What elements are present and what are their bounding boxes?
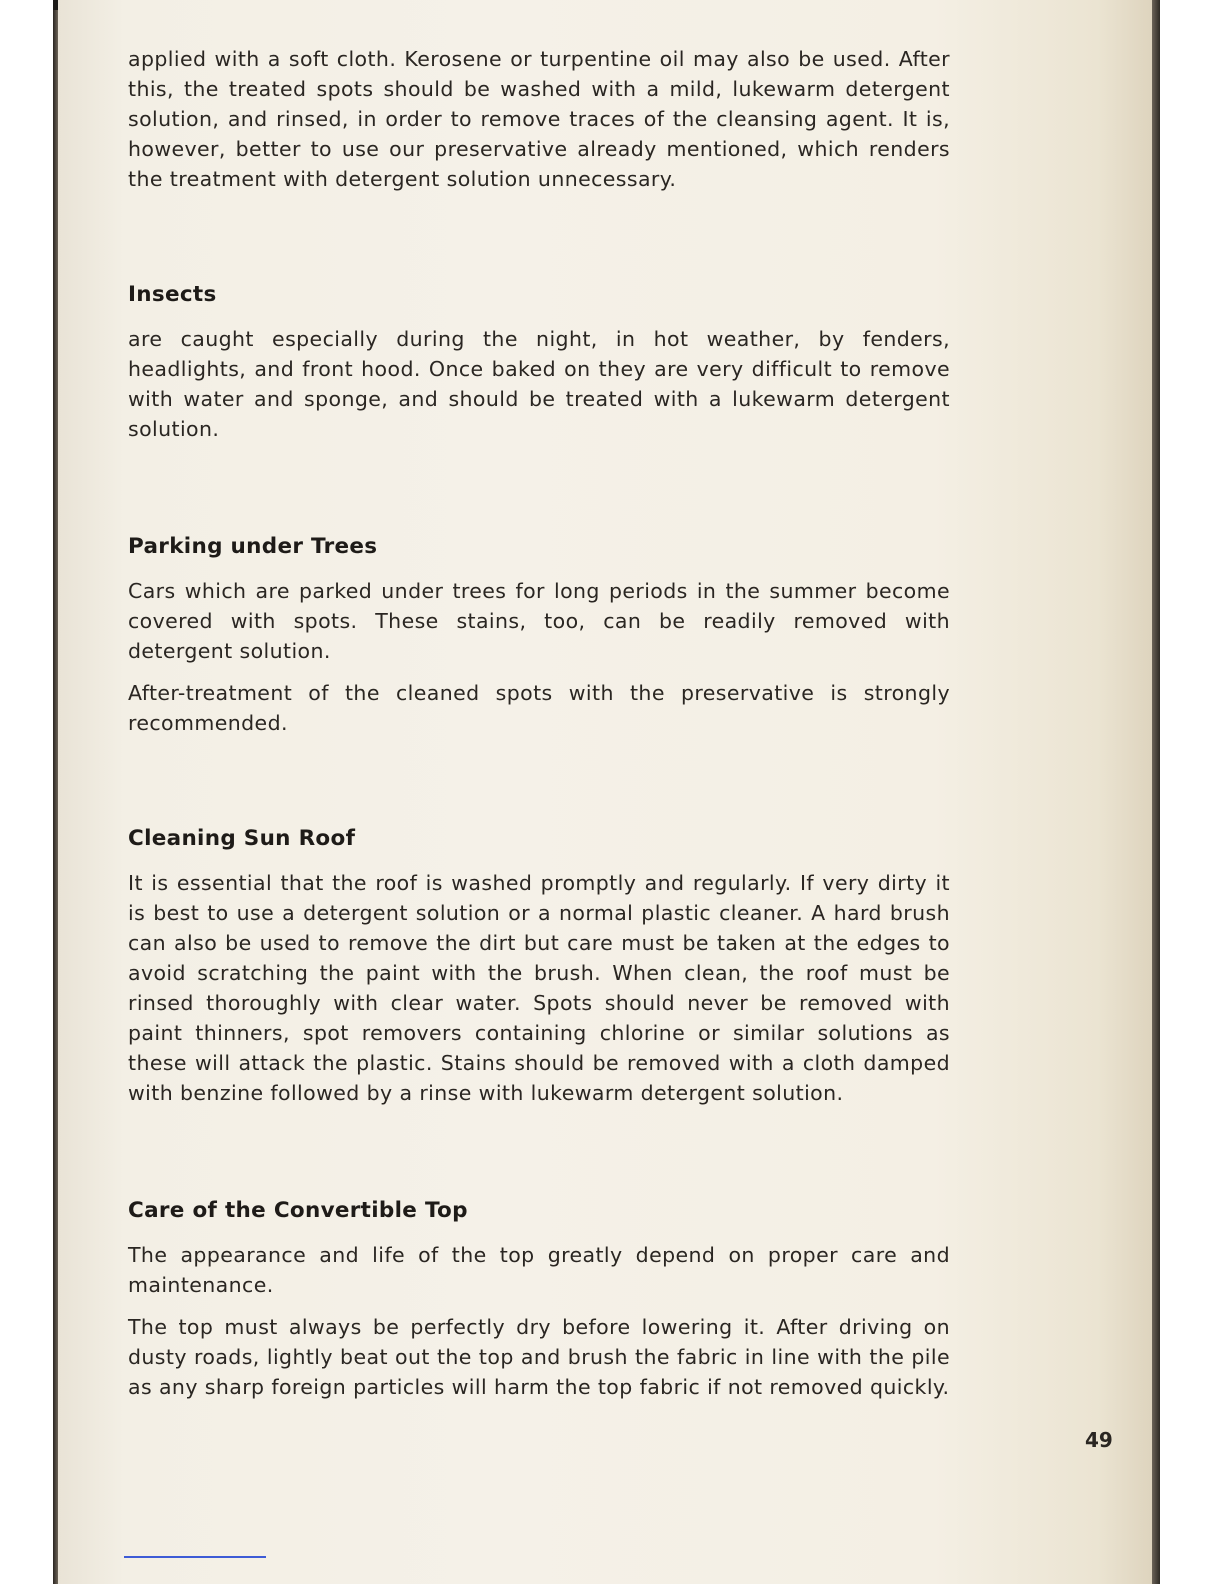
section-paragraph: After-treatment of the cleaned spots with the preservative is strongly recommended. — [128, 681, 950, 735]
right-margin — [1152, 0, 1224, 1584]
intro-paragraph: applied with a soft cloth. Kerosene or turpentine oil may also be used. After this, the treated spots should be washed with a mild, lukewarm detergent solution, and rinsed, in order to remove traces of the cleansing agent. It is, however, better to use our preservative already mentioned, which renders the treatment with detergent solution unnecessary. — [128, 47, 950, 191]
section-paragraph: are caught especially during the night, in hot weather, by fenders, headlights, and front hood. Once baked on they are very difficult to remove with water and sponge, and should be treated with a lukewarm detergent solution. — [128, 327, 950, 441]
section-heading: Parking under Trees — [128, 534, 378, 559]
section-paragraph: It is essential that the roof is washed promptly and regularly. If very dirty it is best to use a detergent solution or a normal plastic cleaner. A hard brush can also be used to remove the dirt but care must be taken at the edges to avoid scratching the paint with the brush. When clean, the roof must be rinsed thoroughly with clear water. Spots should never be removed with paint thinners, spot removers containing chlorine or similar solutions as these will attack the plastic. Stains should be removed with a cloth damped with benzine followed by a rinse with lukewarm detergent solution. — [128, 871, 950, 1105]
bottom-rule — [124, 1556, 266, 1558]
section-convertible-top — [128, 1196, 950, 1402]
section-paragraph: Cars which are parked under trees for long periods in the summer become covered with spots. These stains, too, can be readily removed with detergent solution. — [128, 579, 950, 663]
section-paragraph: The appearance and life of the top greatly depend on proper care and maintenance. — [128, 1243, 950, 1297]
page-content — [128, 44, 950, 1402]
section-heading: Cleaning Sun Roof — [128, 826, 356, 851]
left-margin — [0, 0, 58, 1584]
section-insects — [128, 280, 950, 444]
section-paragraph: The top must always be perfectly dry before lowering it. After driving on dusty roads, lightly beat out the top and brush the fabric in line with the pile as any sharp foreign particles will harm the top fabric if not removed quickly. — [128, 1315, 950, 1399]
section-cleaning-sun-roof — [128, 824, 950, 1108]
section-heading: Insects — [128, 282, 217, 307]
section-heading: Care of the Convertible Top — [128, 1198, 468, 1223]
section-parking-under-trees — [128, 532, 950, 738]
right-page-edge — [1152, 0, 1160, 1584]
page-number: 49 — [1085, 1428, 1113, 1452]
